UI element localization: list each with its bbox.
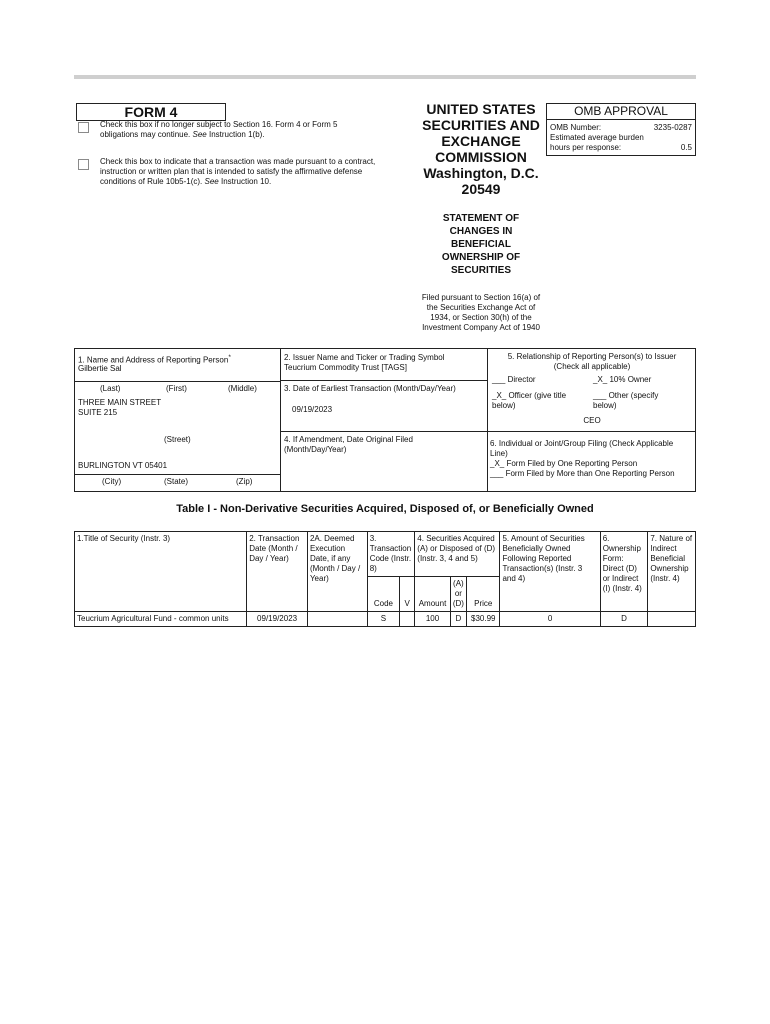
table-row	[75, 612, 696, 627]
grid-line	[74, 381, 281, 382]
box4-label: 4. If Amendment, Date Original Filed (Month/Day/Year)	[284, 435, 413, 454]
cell-code: S	[367, 612, 399, 627]
state-label: (State)	[164, 477, 189, 486]
cell-a-or-d: D	[450, 612, 466, 627]
form-title: FORM 4	[76, 103, 226, 121]
box6-label: 6. Individual or Joint/Group Filing (Check Applicable Line) _X_ Form Filed by One Reporting Person ___ Form Filed by More than One Reporting Person	[490, 439, 675, 478]
top-divider	[74, 75, 696, 79]
grid-line	[280, 431, 488, 432]
table1	[74, 531, 696, 627]
table-header-row	[75, 532, 696, 577]
reporting-person-name: Gilbertie Sal	[78, 364, 122, 373]
issuer-value: Teucrium Commodity Trust [TAGS]	[284, 363, 407, 372]
grid-divider	[280, 348, 281, 492]
earliest-transaction-date: 09/19/2023	[292, 405, 333, 414]
address-line2: SUITE 215	[78, 408, 118, 417]
grid-line	[74, 474, 281, 475]
rule-10b5-1-checkbox[interactable]	[78, 159, 89, 170]
middle-label: (Middle)	[228, 384, 257, 393]
sub-price: Price	[467, 577, 500, 612]
omb-title: OMB APPROVAL	[547, 104, 695, 120]
sub-a-or-d: (A) or (D)	[450, 577, 466, 612]
grid-divider	[487, 348, 488, 492]
filed-pursuant-text: Filed pursuant to Section 16(a) of the Securities Exchange Act of 1934, or Section 30(h) of the Investment Company Act of 1940	[421, 293, 541, 332]
city-state-zip: BURLINGTON VT 05401	[78, 461, 168, 470]
col-deemed-header: 2A. Deemed Execution Date, if any (Month / Day / Year)	[307, 532, 367, 612]
table1-title: Table I - Non-Derivative Securities Acquired, Disposed of, or Beneficially Owned	[176, 503, 594, 515]
officer-title: CEO	[583, 416, 601, 425]
cell-amount: 100	[415, 612, 450, 627]
cell-form: D	[600, 612, 648, 627]
cell-title: Teucrium Agricultural Fund - common units	[75, 612, 247, 627]
col-securities-header: 4. Securities Acquired (A) or Disposed of (D) (Instr. 3, 4 and 5)	[415, 532, 500, 577]
col-amount-owned-header: 5. Amount of Securities Beneficially Owned Following Reported Transaction(s) (Instr. 3 and 4)	[500, 532, 600, 612]
cell-v	[400, 612, 415, 627]
cell-price: $30.99	[467, 612, 500, 627]
box5-label: 5. Relationship of Reporting Person(s) to Issuer (Check all applicable)	[507, 352, 677, 371]
box2-label: 2. Issuer Name and Ticker or Trading Symbol	[284, 353, 445, 362]
col-title-header: 1.Title of Security (Instr. 3)	[75, 532, 247, 612]
grid-line	[280, 380, 488, 381]
agency-heading: UNITED STATES SECURITIES AND EXCHANGE COMMISSION Washington, D.C. 20549	[422, 101, 540, 197]
first-label: (First)	[166, 384, 187, 393]
cell-nature	[648, 612, 696, 627]
city-label: (City)	[102, 477, 122, 486]
street-label: (Street)	[164, 435, 191, 444]
cell-date: 09/19/2023	[247, 612, 308, 627]
ten-percent-owner-option: _X_ 10% Owner	[593, 375, 652, 384]
zip-label: (Zip)	[236, 477, 253, 486]
no-longer-subject-checkbox[interactable]	[78, 122, 89, 133]
cell-deemed	[307, 612, 367, 627]
sub-amount: Amount	[415, 577, 450, 612]
col-ownership-form-header: 6. Ownership Form: Direct (D) or Indirect (I) (Instr. 4)	[600, 532, 648, 612]
box3-label: 3. Date of Earliest Transaction (Month/Day/Year)	[284, 384, 456, 393]
sub-code: Code	[367, 577, 399, 612]
col-date-header: 2. Transaction Date (Month / Day / Year)	[247, 532, 308, 612]
omb-approval-box: OMB APPROVAL OMB Number: 3235-0287 Estimated average burden hours per response: 0.5	[546, 103, 696, 156]
other-option: ___ Other (specify below)	[593, 391, 659, 410]
col-code-header: 3. Transaction Code (Instr. 8)	[367, 532, 415, 577]
director-option: ___ Director	[492, 375, 536, 384]
col-nature-header: 7. Nature of Indirect Beneficial Ownership (Instr. 4)	[648, 532, 696, 612]
cell-owned: 0	[500, 612, 600, 627]
sub-v: V	[400, 577, 415, 612]
check2-text: Check this box to indicate that a transaction was made pursuant to a contract, instruction or written plan that is intended to satisfy the affirmative defense conditions of Rule 10b5-1(c). See Instruction 10.	[100, 157, 376, 186]
statement-heading: STATEMENT OF CHANGES IN BENEFICIAL OWNERSHIP OF SECURITIES	[441, 213, 521, 276]
grid-line	[487, 431, 695, 432]
last-label: (Last)	[100, 384, 121, 393]
check1-text: Check this box if no longer subject to Section 16. Form 4 or Form 5 obligations may continue. See Instruction 1(b).	[100, 120, 338, 139]
officer-option: _X_ Officer (give title below)	[492, 391, 567, 410]
box1-label: 1. Name and Address of Reporting Person*	[78, 354, 231, 365]
address-line1: THREE MAIN STREET	[78, 398, 162, 407]
